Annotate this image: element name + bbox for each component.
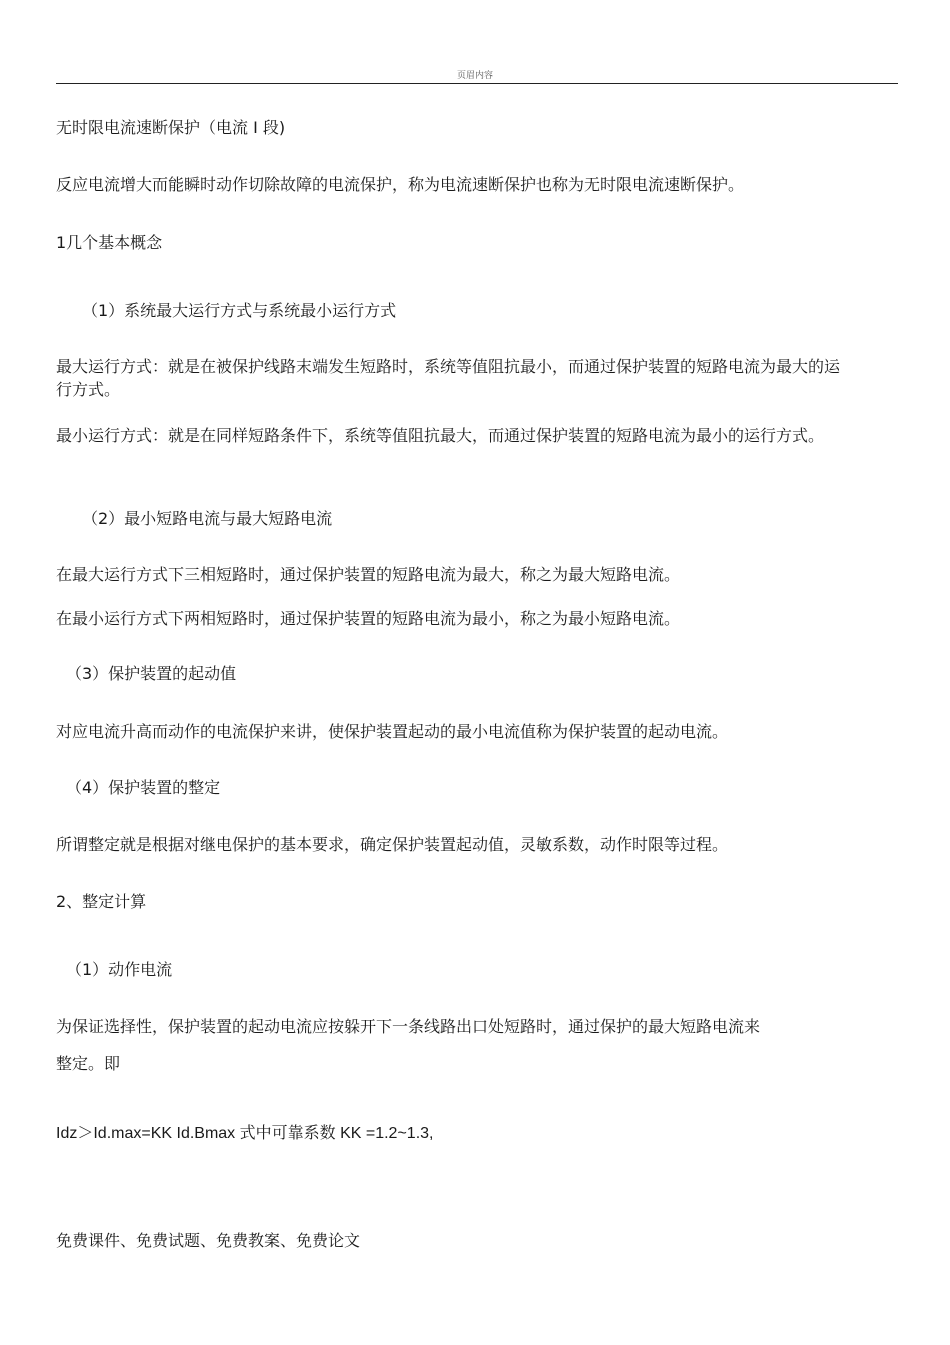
document-title: 无时限电流速断保护（电流 I 段) bbox=[56, 118, 286, 137]
page-header: 页眉内容 bbox=[456, 71, 493, 81]
section-heading-setting-calculation: 2、整定计算 bbox=[56, 892, 147, 911]
paragraph-min-short-circuit-current: 在最小运行方式下两相短路时，通过保护装置的短路电流为最小，称之为最小短路电流。 bbox=[56, 609, 681, 628]
subheading-short-circuit-currents: （2）最小短路电流与最大短路电流 bbox=[82, 509, 333, 528]
page-footer: 免费课件、免费试题、免费教案、免费论文 bbox=[56, 1231, 361, 1250]
paragraph-action-current-line1: 为保证选择性，保护装置的起动电流应按躲开下一条线路出口处短路时，通过保护的最大短路电流来 bbox=[56, 1017, 761, 1036]
subheading-operation-modes: （1）系统最大运行方式与系统最小运行方式 bbox=[82, 301, 397, 320]
section-heading-basic-concepts: 1几个基本概念 bbox=[56, 233, 163, 252]
setting-formula: Idz＞Id.max=KK Id.Bmax 式中可靠系数 KK =1.2~1.3, bbox=[56, 1125, 434, 1142]
subheading-start-value: （3）保护装置的起动值 bbox=[66, 664, 237, 683]
paragraph-setting-definition: 所谓整定就是根据对继电保护的基本要求，确定保护装置起动值，灵敏系数，动作时限等过程。 bbox=[56, 835, 729, 854]
paragraph-action-current-line2: 整定。即 bbox=[56, 1054, 121, 1073]
paragraph-max-short-circuit-current: 在最大运行方式下三相短路时，通过保护装置的短路电流为最大，称之为最大短路电流。 bbox=[56, 565, 681, 584]
paragraph-min-operation-mode: 最小运行方式：就是在同样短路条件下，系统等值阻抗最大，而通过保护装置的短路电流为最小的运行方式。 bbox=[56, 426, 825, 445]
subheading-setting: （4）保护装置的整定 bbox=[66, 778, 221, 797]
paragraph-start-value: 对应电流升高而动作的电流保护来讲，使保护装置起动的最小电流值称为保护装置的起动电流。 bbox=[56, 722, 729, 741]
definition-paragraph: 反应电流增大而能瞬时动作切除故障的电流保护，称为电流速断保护也称为无时限电流速断保护。 bbox=[56, 175, 745, 194]
paragraph-max-operation-mode: 最大运行方式：就是在被保护线路末端发生短路时，系统等值阻抗最小，而通过保护装置的短路电流为最大的运行方式。 bbox=[56, 357, 841, 399]
header-divider bbox=[56, 83, 898, 84]
subheading-action-current: （1）动作电流 bbox=[66, 960, 173, 979]
